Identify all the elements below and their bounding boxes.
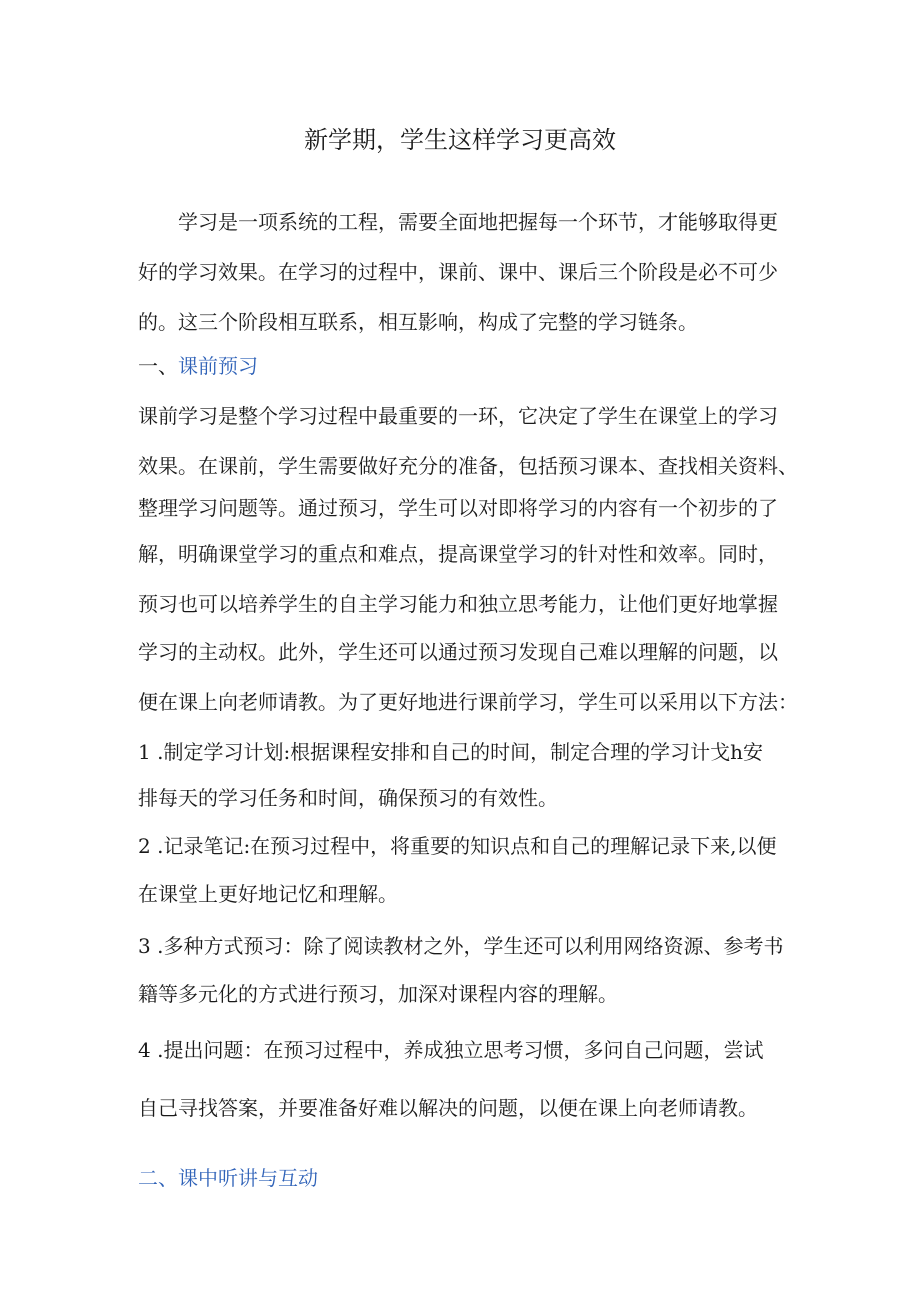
list-item: 1 .制定学习计划:根据课程安排和自己的时间，制定合理的学习计戈h安 xyxy=(138,740,764,764)
intro-line: 学习是一项系统的工程，需要全面地把握每一个环节，才能够取得更 xyxy=(178,210,778,234)
list-item: 4 .提出问题：在预习过程中，养成独立思考习惯，多问自己问题，尝试 xyxy=(138,1038,764,1062)
list-item-continuation: 籍等多元化的方式进行预习，加深对课程内容的理解。 xyxy=(138,982,618,1006)
page-title: 新学期，学生这样学习更高效 xyxy=(304,126,616,154)
intro-line: 好的学习效果。在学习的过程中，课前、课中、课后三个阶段是必不可少 xyxy=(138,260,778,284)
list-item-continuation: 排每天的学习任务和时间，确保预习的有效性。 xyxy=(138,786,558,810)
list-item-continuation: 在课堂上更好地记忆和理解。 xyxy=(138,882,398,906)
list-item: 3 .多种方式预习：除了阅读教材之外，学生还可以利用网络资源、参考书 xyxy=(138,934,784,958)
intro-line: 的。这三个阶段相互联系，相互影响，构成了完整的学习链条。 xyxy=(138,310,698,334)
section-heading-preview xyxy=(138,352,258,380)
list-item: 2 .记录笔记:在预习过程中，将重要的知识点和自己的理解记录下来,以便 xyxy=(138,834,777,858)
paragraph-line: 解，明确课堂学习的重点和难点，提高课堂学习的针对性和效率。同时， xyxy=(138,542,778,566)
section-number: 一、 xyxy=(138,354,178,378)
section-number: 二、 xyxy=(138,1166,178,1190)
paragraph-line: 便在课上向老师请教。为了更好地进行课前学习，学生可以采用以下方法： xyxy=(138,690,798,714)
list-item-continuation: 自己寻找答案，并要准备好难以解决的问题，以便在课上向老师请教。 xyxy=(138,1096,758,1120)
paragraph-line: 整理学习问题等。通过预习，学生可以对即将学习的内容有一个初步的了 xyxy=(138,496,778,520)
paragraph-line: 预习也可以培养学生的自主学习能力和独立思考能力，让他们更好地掌握 xyxy=(138,592,778,616)
section-heading-lecture xyxy=(138,1164,318,1192)
paragraph-line: 课前学习是整个学习过程中最重要的一环，它决定了学生在课堂上的学习 xyxy=(138,404,778,428)
section-label: 课中听讲与互动 xyxy=(178,1166,318,1190)
paragraph-line: 效果。在课前，学生需要做好充分的准备，包括预习课本、查找相关资料、 xyxy=(138,454,798,478)
section-label: 课前预习 xyxy=(178,354,258,378)
paragraph-line: 学习的主动权。此外，学生还可以通过预习发现自己难以理解的问题，以 xyxy=(138,640,778,664)
